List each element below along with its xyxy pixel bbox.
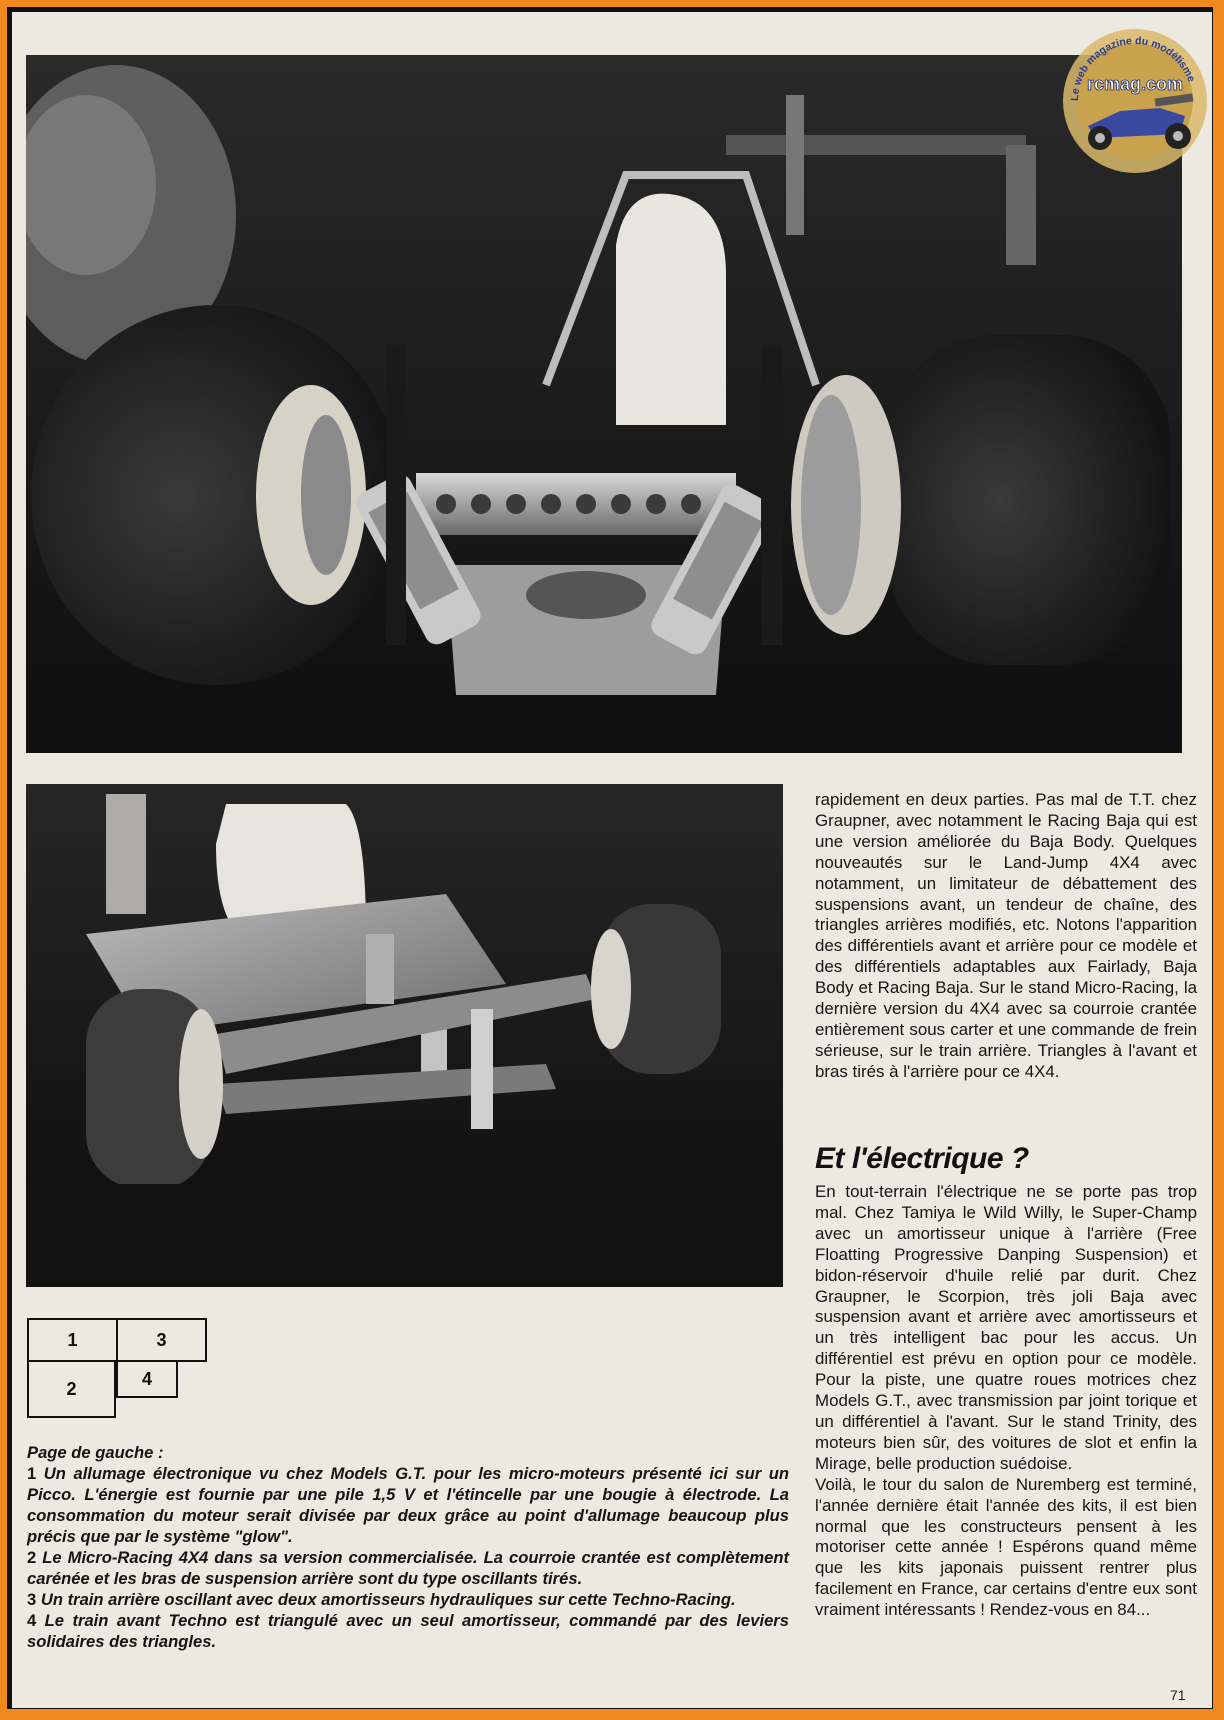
article-paragraph-1: rapidement en deux parties. Pas mal de T.T. chez Graupner, avec notamment le Racing Baja qui est une version améliorée du Baja Body. Quelques nouveautés sur le Land-Jump 4X4 avec notamment, un limitateur de débattement des suspensions avant, un tendeur de chaîne, des triangles arrières modifiés, etc. Notons l'apparition des différentiels avant et arrière pour ce modèle et des différentiels adaptables aux Fairlady, Baja Body et Racing Baja. Sur le stand Micro-Racing, la dernière version du 4X4 avec sa courroie crantée entièrement sous carter et une commande de frein sérieuse, sur le train arrière. Triangles à l'avant et bras tirés à l'arrière pour ce 4X4. [815, 790, 1197, 1081]
photo-rear-suspension [26, 55, 1182, 753]
logo-arc-text: Le web magazine du modélisme [1068, 34, 1198, 102]
photo-captions [27, 1442, 789, 1652]
caption-item-1: 1 Un allumage électronique vu chez Models G.T. pour les micro-moteurs présenté ici sur un Picco. L'énergie est fournie par une pile 1,5 V et l'étincelle par une bougie à électrode. La consommation du moteur serait divisée par deux grâce au point d'allumage beaucoup plus précis que par le système "glow". [27, 1464, 789, 1546]
caption-item-4: 4 Le train avant Techno est triangulé avec un seul amortisseur, commandé par des leviers solidaires des triangles. [27, 1611, 789, 1651]
legend-cell-3: 3 [116, 1318, 207, 1362]
article-heading: Et l'électrique ? [815, 1142, 1029, 1175]
legend-cell-4: 4 [116, 1360, 178, 1398]
logo-site-text: rcmag.com [1086, 74, 1184, 94]
article-column-top [815, 790, 1197, 1083]
caption-item-2: 2 Le Micro-Racing 4X4 dans sa version commercialisée. La courroie crantée est complètement carénée et les bras de suspension arrière sont du type oscillants tirés. [27, 1548, 789, 1588]
article-paragraph-3: Voilà, le tour du salon de Nuremberg est terminé, l'année dernière était l'année des kits, il est bien normal que les constructeurs pensent à les motoriser cette année ! Espérons quand même que les kits japonais puissent rentrer plus facilement en France, car certains d'entre eux sont vraiment intéressants ! Rendez-vous en 84... [815, 1474, 1197, 1620]
article-column-bottom [815, 1182, 1197, 1621]
caption-item-3: 3 Un train arrière oscillant avec deux amortisseurs hydrauliques sur cette Techno-Racing. [27, 1590, 736, 1609]
magazine-page [12, 12, 1212, 1708]
photo-legend [27, 1318, 217, 1428]
rcmag-logo [1060, 26, 1210, 176]
article-paragraph-2: En tout-terrain l'électrique ne se porte pas trop mal. Chez Tamiya le Wild Willy, le Super-Champ avec un amortisseur unique à l'arrière (Free Floatting Progressive Danping Suspension) et bidon-réservoir d'huile relié par durit. Chez Graupner, le Scorpion, très joli Baja avec suspension avant et arrière avec amortisseurs et un très intelligent bac pour les accus. Un différentiel est prévu en option pour ce modèle. Pour la piste, une quatre roues motrices chez Models G.T., avec transmission par joint torique et un différentiel à l'avant. Sur le stand Trinity, des moteurs bien sûr, des voitures de slot et enfin la Mirage, belle production suédoise. [815, 1182, 1197, 1473]
photo-front-suspension [26, 784, 783, 1287]
page-number: 71 [1170, 1687, 1186, 1703]
caption-heading: Page de gauche : [27, 1443, 164, 1462]
legend-cell-2: 2 [27, 1360, 116, 1418]
legend-cell-1: 1 [27, 1318, 118, 1362]
